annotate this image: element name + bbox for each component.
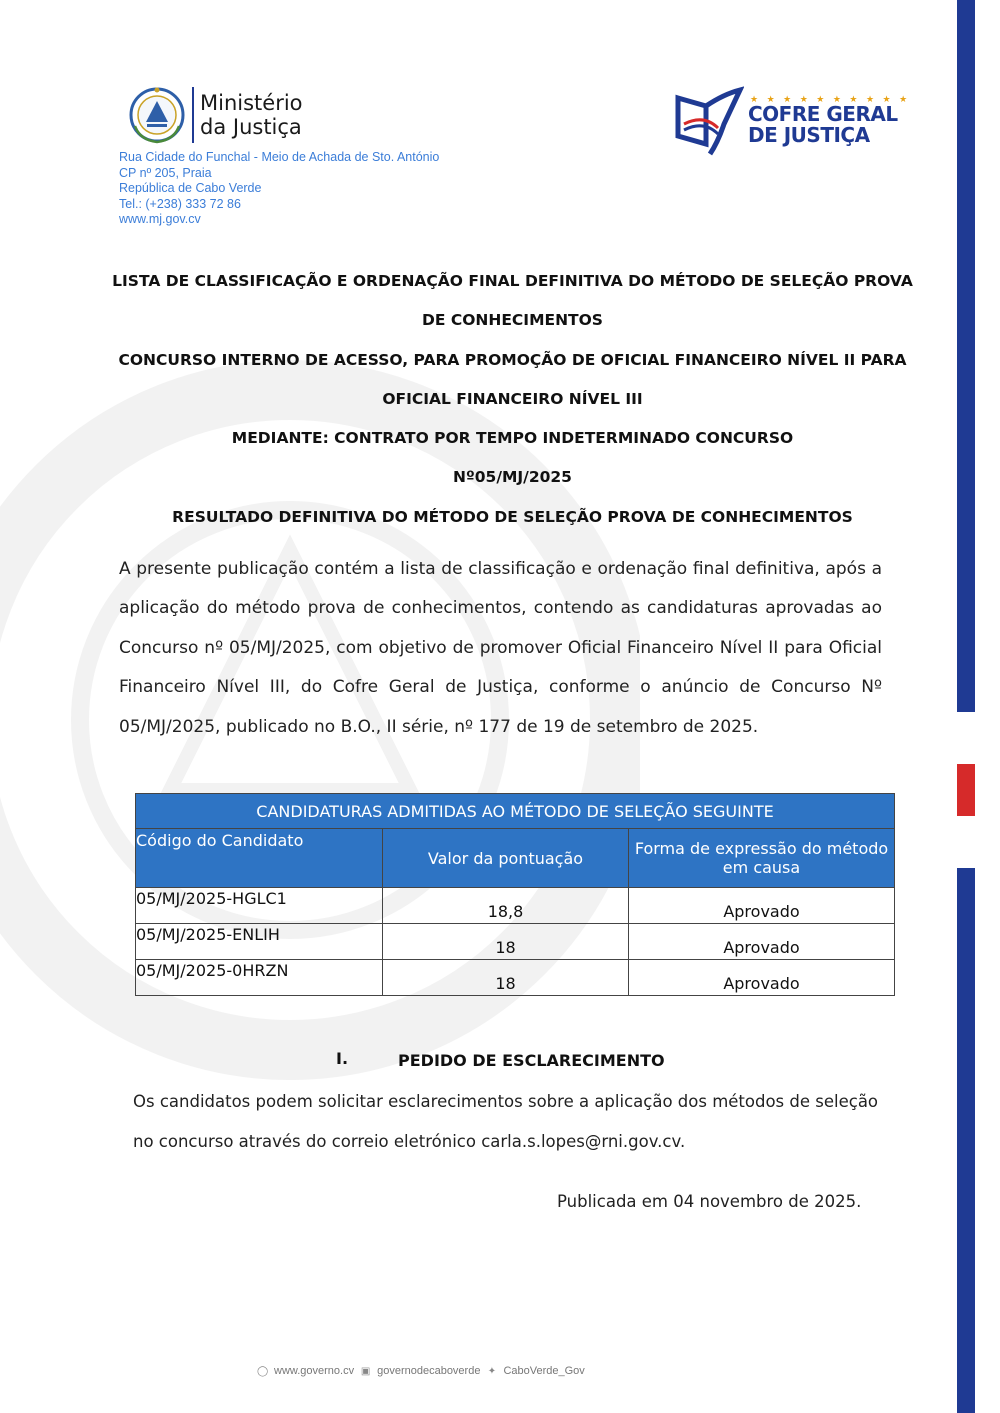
title-line: OFICIAL FINANCEIRO NÍVEL III (382, 389, 643, 408)
cofre-book-icon (674, 84, 744, 156)
column-header: Código do Candidato (136, 829, 383, 888)
ministry-logo-divider (192, 87, 194, 143)
candidate-code: 05/MJ/2025-ENLIH (136, 924, 383, 960)
side-bar-blue-bottom (957, 868, 975, 1413)
cabo-verde-emblem-icon (126, 84, 188, 146)
candidate-score: 18 (383, 924, 629, 960)
address-line: República de Cabo Verde (119, 181, 262, 195)
address-website-link[interactable]: www.mj.gov.cv (119, 212, 201, 226)
page-footer (257, 1365, 585, 1377)
title-line: CONCURSO INTERNO DE ACESSO, PARA PROMOÇÃO DE OFICIAL FINANCEIRO NÍVEL II PARA (118, 350, 907, 369)
table-caption: CANDIDATURAS ADMITIDAS AO MÉTODO DE SELEÇÃO SEGUINTE (136, 794, 895, 829)
title-line: DE CONHECIMENTOS (422, 311, 603, 330)
candidate-code: 05/MJ/2025-0HRZN (136, 960, 383, 996)
candidates-table (135, 793, 895, 996)
twitter-icon: ✦ (487, 1365, 497, 1377)
column-header: Forma de expressão do método em causa (629, 829, 895, 888)
facebook-icon: ▣ (360, 1365, 371, 1377)
cofre-name-line2: DE JUSTIÇA (748, 123, 870, 147)
ministry-address (119, 150, 439, 228)
table-row (136, 924, 895, 960)
intro-paragraph: A presente publicação contém a lista de classificação e ordenação final definitiva, após a aplicação do método prova de conhecimentos, contendo as candidaturas aprovadas ao Concurso nº 05/MJ/2025, com objetivo de promover Oficial Financeiro Nível II para Oficial Financeiro Nível III, do Cofre Geral de Justiça, conforme o anúncio de Concurso Nº 05/MJ/2025, publicado no B.O., II série, nº 177 de 19 de setembro de 2025. (119, 559, 882, 737)
ministry-logo (126, 84, 303, 146)
ministry-name-line2: da Justiça (200, 115, 302, 139)
clarification-paragraph: Os candidatos podem solicitar esclarecimentos sobre a aplicação dos métodos de seleção no concurso através do correio eletrónico carla.s.lopes@rni.gov.cv. (133, 1092, 879, 1151)
address-line: Rua Cidade do Funchal - Meio de Achada de Sto. António (119, 150, 440, 164)
table-row (136, 888, 895, 924)
title-line: RESULTADO DEFINITIVA DO MÉTODO DE SELEÇÃO PROVA DE CONHECIMENTOS (172, 507, 853, 526)
footer-facebook-link[interactable]: governodecaboverde (377, 1365, 481, 1377)
cofre-stars: ★ ★ ★ ★ ★ ★ ★ ★ ★ ★ (750, 94, 911, 104)
candidate-result: Aprovado (629, 960, 895, 996)
publication-date: Publicada em 04 novembro de 2025. (557, 1192, 862, 1211)
section-number: I. (336, 1049, 349, 1068)
cofre-geral-logo (674, 84, 910, 156)
side-bar-blue-top (957, 0, 975, 712)
document-titles (110, 262, 915, 537)
candidate-result: Aprovado (629, 888, 895, 924)
address-line: CP nº 205, Praia (119, 165, 212, 180)
globe-icon: ◯ (257, 1365, 269, 1377)
footer-twitter-link[interactable]: CaboVerde_Gov (503, 1365, 585, 1377)
title-line: MEDIANTE: CONTRATO POR TEMPO INDETERMINADO CONCURSO (231, 429, 794, 448)
candidate-result: Aprovado (629, 924, 895, 960)
section-title: PEDIDO DE ESCLARECIMENTO (398, 1051, 665, 1070)
ministry-name-line1: Ministério (200, 91, 303, 115)
address-phone: Tel.: (+238) 333 72 86 (119, 196, 241, 211)
column-header: Valor da pontuação (383, 829, 629, 888)
candidate-code: 05/MJ/2025-HGLC1 (136, 888, 383, 924)
title-line: LISTA DE CLASSIFICAÇÃO E ORDENAÇÃO FINAL DEFINITIVA DO MÉTODO DE SELEÇÃO PROVA (112, 272, 913, 290)
candidate-score: 18,8 (383, 888, 629, 924)
candidate-score: 18 (383, 960, 629, 996)
title-line: Nº05/MJ/2025 (453, 468, 572, 487)
cofre-name-line1: COFRE GERAL (748, 102, 898, 126)
footer-website-link[interactable]: www.governo.cv (274, 1365, 355, 1377)
side-bar-red (957, 764, 975, 816)
ministry-name (200, 91, 303, 139)
table-row (136, 960, 895, 996)
